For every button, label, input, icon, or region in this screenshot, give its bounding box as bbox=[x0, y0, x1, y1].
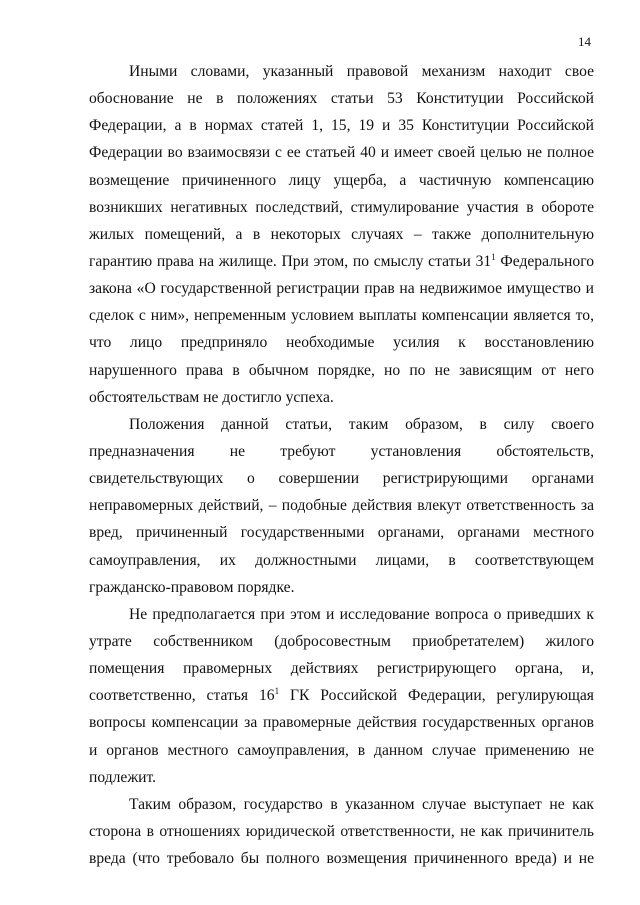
text-line bbox=[89, 547, 594, 574]
text-line bbox=[89, 601, 594, 628]
text-line bbox=[89, 139, 594, 166]
text-segment: Федерации во взаимосвязи с ее статьей 40 и имеет своей целью не полное bbox=[89, 144, 594, 162]
text-line bbox=[89, 574, 594, 601]
text-segment: обоснование не в положениях статьи 53 Конституции Российской bbox=[89, 90, 594, 108]
text-segment: жилых помещений, а в некоторых случаях – также дополнительную bbox=[89, 225, 594, 243]
text-segment: неправомерных действий, – подобные действия влекут ответственность за bbox=[89, 497, 594, 515]
text-line bbox=[89, 655, 594, 682]
text-line bbox=[89, 411, 594, 438]
text-segment: сделок с ним», непременным условием выплаты компенсации является то, bbox=[89, 307, 594, 325]
text-line bbox=[89, 329, 594, 356]
text-line bbox=[89, 492, 594, 519]
text-line bbox=[89, 682, 594, 709]
text-segment: утрате собственником (добросовестным приобретателем) жилого bbox=[89, 632, 594, 650]
text-segment: нарушенного права в обычном порядке, но по не зависящим от него bbox=[89, 361, 594, 379]
document-body bbox=[89, 58, 594, 872]
text-segment: возмещение причиненного лицу ущерба, а частичную компенсацию bbox=[89, 171, 594, 189]
paragraph bbox=[89, 58, 594, 411]
text-line bbox=[89, 85, 594, 112]
text-segment: вреда (что требовало бы полного возмещения причиненного вреда) и не bbox=[89, 850, 594, 868]
text-segment: и органов местного самоуправления, в данном случае применению не bbox=[89, 741, 594, 759]
text-line bbox=[89, 357, 594, 384]
text-segment: возникших негативных последствий, стимулирование участия в обороте bbox=[89, 198, 594, 216]
text-segment: Иными словами, указанный правовой механизм находит свое bbox=[129, 63, 594, 80]
text-segment: закона «О государственной регистрации прав на недвижимое имущество и bbox=[89, 280, 594, 298]
text-segment: соответственно, статья 16 bbox=[89, 687, 275, 705]
text-line bbox=[89, 465, 594, 492]
text-line bbox=[89, 845, 594, 872]
text-segment: гражданско-правовом порядке. bbox=[89, 578, 295, 596]
text-segment: Федерации, а в нормах статей 1, 15, 19 и 35 Конституции Российской bbox=[89, 117, 594, 135]
text-segment: гарантию права на жилище. При этом, по смыслу статьи 31 bbox=[89, 252, 492, 270]
text-segment: Не предполагается при этом и исследование вопроса о приведших к bbox=[129, 605, 594, 623]
text-line bbox=[89, 248, 594, 275]
text-segment: сторона в отношениях юридической ответственности, не как причинитель bbox=[89, 822, 594, 840]
paragraph bbox=[89, 411, 594, 601]
text-segment: вред, причиненный государственными органами, органами местного bbox=[89, 524, 594, 542]
text-segment: обстоятельствам не достигло успеха. bbox=[89, 388, 334, 406]
text-line bbox=[89, 791, 594, 818]
paragraph bbox=[89, 601, 594, 791]
text-line bbox=[89, 764, 594, 791]
text-line bbox=[89, 628, 594, 655]
text-line bbox=[89, 737, 594, 764]
text-line bbox=[89, 167, 594, 194]
text-segment: вопросы компенсации за правомерные действия государственных органов bbox=[89, 714, 594, 732]
page-number: 14 bbox=[578, 34, 591, 49]
text-line bbox=[89, 275, 594, 302]
text-line bbox=[89, 194, 594, 221]
text-segment: Таким образом, государство в указанном случае выступает не как bbox=[129, 795, 594, 813]
text-line bbox=[89, 709, 594, 736]
text-line bbox=[89, 384, 594, 411]
text-segment: Положения данной статьи, таким образом, в силу своего bbox=[129, 415, 594, 433]
text-line bbox=[89, 58, 594, 85]
superscript: 1 bbox=[274, 686, 280, 697]
text-line bbox=[89, 221, 594, 248]
text-segment: самоуправления, их должностными лицами, в соответствующем bbox=[89, 551, 594, 569]
text-segment: что лицо предприняло необходимые усилия к восстановлению bbox=[89, 334, 594, 352]
text-segment: ГК Российской Федерации, регулирующая bbox=[279, 687, 594, 705]
text-segment: свидетельствующих о совершении регистрирующими органами bbox=[89, 470, 594, 488]
text-line bbox=[89, 818, 594, 845]
paragraph bbox=[89, 791, 594, 872]
text-segment: помещения правомерных действиях регистрирующего органа, и, bbox=[89, 660, 594, 678]
text-line bbox=[89, 438, 594, 465]
text-segment: предназначения не требуют установления обстоятельств, bbox=[89, 442, 594, 460]
text-line bbox=[89, 112, 594, 139]
superscript: 1 bbox=[491, 251, 496, 262]
text-segment: Федерального bbox=[495, 252, 594, 270]
text-line bbox=[89, 302, 594, 329]
text-line bbox=[89, 519, 594, 546]
text-segment: подлежит. bbox=[89, 768, 156, 786]
